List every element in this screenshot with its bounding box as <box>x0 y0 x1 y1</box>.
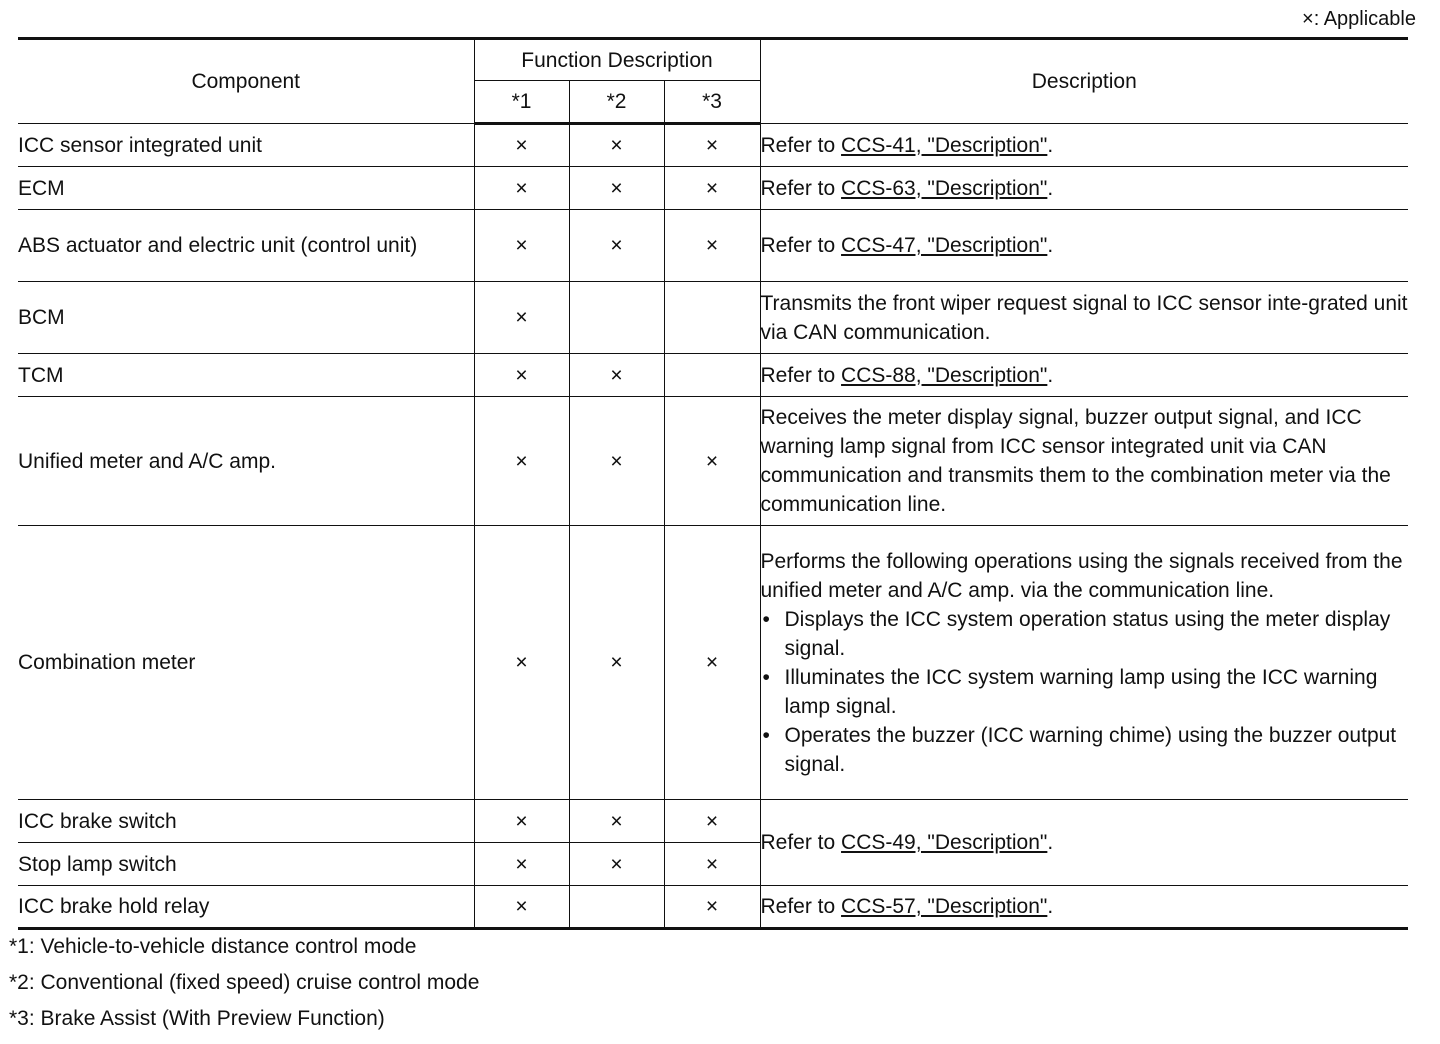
component-cell: BCM <box>18 282 474 354</box>
period: . <box>1047 176 1054 200</box>
reference-link[interactable]: CCS-63, "Description" <box>841 176 1048 200</box>
description-cell: Transmits the front wiper request signal to ICC sensor inte-grated unit via CAN communication. <box>760 282 1408 354</box>
refer-to-text: Refer to <box>760 831 842 854</box>
header-description: Description <box>760 39 1408 124</box>
description-cell <box>760 124 1408 167</box>
reference-link[interactable]: CCS-41, "Description" <box>841 133 1048 157</box>
reference-link[interactable]: CCS-57, "Description" <box>841 895 1048 918</box>
mark-cell: × <box>664 397 760 526</box>
component-cell: TCM <box>18 354 474 397</box>
component-cell: Combination meter <box>18 526 474 800</box>
mark-cell: × <box>664 124 760 167</box>
mark-cell: × <box>569 354 664 397</box>
footnote: *2: Conventional (fixed speed) cruise control mode <box>9 971 480 994</box>
period: . <box>1047 234 1054 257</box>
refer-to-text: Refer to <box>760 895 842 918</box>
component-cell: ICC brake hold relay <box>18 886 474 929</box>
mark-cell: × <box>474 167 569 210</box>
header-col-1: *1 <box>474 81 569 124</box>
description-cell: Receives the meter display signal, buzzer output signal, and ICC warning lamp signal from ICC sensor integrated unit via CAN communication and transmits them to the combination meter via the communication line. <box>760 397 1408 526</box>
reference-link[interactable]: CCS-47, "Description" <box>841 234 1048 257</box>
mark-cell: × <box>474 397 569 526</box>
refer-to-text: Refer to <box>760 363 842 387</box>
reference-link[interactable]: CCS-88, "Description" <box>841 363 1048 387</box>
footnotes <box>9 932 479 1040</box>
mark-cell: × <box>664 210 760 282</box>
description-cell <box>760 800 1408 886</box>
mark-cell: × <box>569 526 664 800</box>
mark-cell: × <box>664 526 760 800</box>
mark-cell: × <box>569 800 664 843</box>
mark-cell: × <box>474 124 569 167</box>
component-cell: ICC sensor integrated unit <box>18 124 474 167</box>
mark-cell <box>664 282 760 354</box>
component-cell: ABS actuator and electric unit (control unit) <box>18 210 474 282</box>
description-intro: Performs the following operations using the signals received from the unified meter and A/C amp. via the communication line. <box>760 549 1403 602</box>
mark-cell: × <box>664 800 760 843</box>
mark-cell <box>569 282 664 354</box>
table-row <box>18 354 1408 397</box>
bullet-list <box>761 605 1409 779</box>
period: . <box>1047 133 1054 157</box>
component-cell: Unified meter and A/C amp. <box>18 397 474 526</box>
component-cell: ECM <box>18 167 474 210</box>
mark-cell <box>664 354 760 397</box>
table-row <box>18 800 1408 843</box>
mark-cell: × <box>664 167 760 210</box>
mark-cell: × <box>474 843 569 886</box>
mark-cell <box>569 886 664 929</box>
mark-cell: × <box>664 843 760 886</box>
description-cell <box>760 167 1408 210</box>
mark-cell: × <box>474 210 569 282</box>
header-col-3: *3 <box>664 81 760 124</box>
mark-cell: × <box>569 843 664 886</box>
table-row <box>18 886 1408 929</box>
refer-to-text: Refer to <box>760 133 842 157</box>
table-row <box>18 124 1408 167</box>
mark-cell: × <box>664 886 760 929</box>
description-cell <box>760 354 1408 397</box>
refer-to-text: Refer to <box>760 234 842 257</box>
mark-cell: × <box>474 800 569 843</box>
mark-cell: × <box>569 397 664 526</box>
applicable-legend: ×: Applicable <box>1302 8 1416 30</box>
component-cell: Stop lamp switch <box>18 843 474 886</box>
footnote: *3: Brake Assist (With Preview Function) <box>9 1007 385 1030</box>
period: . <box>1047 831 1054 854</box>
header-component: Component <box>18 39 474 124</box>
table-row <box>18 282 1408 354</box>
description-cell <box>760 210 1408 282</box>
mark-cell: × <box>474 886 569 929</box>
table-row <box>18 397 1408 526</box>
component-cell: ICC brake switch <box>18 800 474 843</box>
table-row <box>18 167 1408 210</box>
period: . <box>1047 895 1054 918</box>
header-col-2: *2 <box>569 81 664 124</box>
mark-cell: × <box>569 124 664 167</box>
bullet-item: • Illuminates the ICC system warning lamp using the ICC warning lamp signal. <box>761 663 1409 721</box>
bullet-item: • Operates the buzzer (ICC warning chime) using the buzzer output signal. <box>761 721 1409 779</box>
mark-cell: × <box>569 167 664 210</box>
mark-cell: × <box>474 282 569 354</box>
bullet-item: • Displays the ICC system operation status using the meter display signal. <box>761 605 1409 663</box>
table-row <box>18 210 1408 282</box>
description-cell <box>760 526 1408 800</box>
mark-cell: × <box>569 210 664 282</box>
description-cell <box>760 886 1408 929</box>
mark-cell: × <box>474 354 569 397</box>
refer-to-text: Refer to <box>760 176 842 200</box>
reference-link[interactable]: CCS-49, "Description" <box>841 831 1048 854</box>
period: . <box>1047 363 1054 387</box>
component-table <box>18 37 1408 930</box>
mark-cell: × <box>474 526 569 800</box>
footnote: *1: Vehicle-to-vehicle distance control mode <box>9 935 417 958</box>
header-function-description: Function Description <box>474 39 760 81</box>
table-row <box>18 526 1408 800</box>
